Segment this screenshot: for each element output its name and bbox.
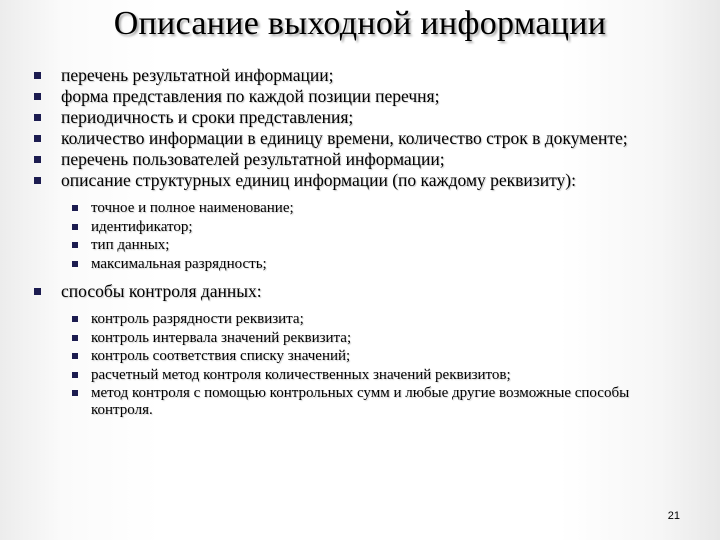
square-bullet-icon [72, 205, 78, 211]
sub-list-item-text: расчетный метод контроля количественных значений реквизитов; [91, 366, 511, 383]
slide-title: Описание выходной информации [113, 5, 607, 42]
sub-list-item-text: контроль разрядности реквизита; [91, 311, 304, 327]
sub-list-item-text: метод контроля с помощью контрольных сумм и любые другие возможные способы контроля. [91, 385, 630, 418]
list-item-text: количество информации в единицу времени, количество строк в документе; [61, 128, 628, 148]
square-bullet-icon [34, 72, 41, 79]
page-number: 21 [667, 510, 680, 522]
list-item [0, 282, 720, 301]
list-item [0, 108, 720, 127]
spacer [0, 303, 720, 311]
sub-list-item-text: тип данных; [91, 237, 170, 253]
square-bullet-icon [72, 372, 78, 378]
list-item-text: форма представления по каждой позиции перечня; [61, 86, 440, 106]
square-bullet-icon [34, 288, 41, 295]
control-heading: способы контроля данных: [61, 281, 262, 301]
list-item-text: описание структурных единиц информации (по каждому реквизиту): [61, 170, 576, 190]
square-bullet-icon [72, 353, 78, 359]
list-item [0, 171, 720, 190]
spacer [0, 192, 720, 200]
list-item-text: периодичность и сроки представления; [61, 107, 354, 127]
square-bullet-icon [34, 135, 41, 142]
list-item-text: перечень пользователей результатной информации; [61, 149, 445, 169]
square-bullet-icon [72, 390, 78, 396]
list-item-text: перечень результатной информации; [61, 65, 334, 85]
square-bullet-icon [34, 156, 41, 163]
slide-content [0, 66, 720, 420]
sub-list-item-text: точное и полное наименование; [91, 200, 294, 216]
main-bullet-list [0, 66, 720, 190]
list-item [0, 87, 720, 106]
square-bullet-icon [34, 93, 41, 100]
sub-list-item [0, 330, 720, 347]
square-bullet-icon [72, 224, 78, 230]
sub-list-item [0, 219, 720, 236]
requisite-sublist [0, 200, 720, 272]
sub-list-item [0, 385, 720, 418]
list-item [0, 129, 720, 148]
sub-list-item-text: контроль интервала значений реквизита; [91, 329, 352, 346]
square-bullet-icon [72, 261, 78, 267]
sub-list-item [0, 237, 720, 254]
square-bullet-icon [72, 335, 78, 341]
square-bullet-icon [34, 114, 41, 121]
sub-list-item-text: идентификатор; [91, 218, 193, 235]
control-sublist [0, 311, 720, 418]
square-bullet-icon [72, 242, 78, 248]
list-item [0, 66, 720, 85]
sub-list-item-text: контроль соответствия списку значений; [91, 348, 351, 364]
sub-list-item-text: максимальная разрядность; [91, 255, 267, 272]
control-bullet-list [0, 282, 720, 301]
sub-list-item [0, 348, 720, 365]
sub-list-item [0, 367, 720, 384]
sub-list-item [0, 200, 720, 217]
list-item [0, 150, 720, 169]
sub-list-item [0, 311, 720, 328]
sub-list-item [0, 256, 720, 273]
square-bullet-icon [72, 316, 78, 322]
square-bullet-icon [34, 177, 41, 184]
